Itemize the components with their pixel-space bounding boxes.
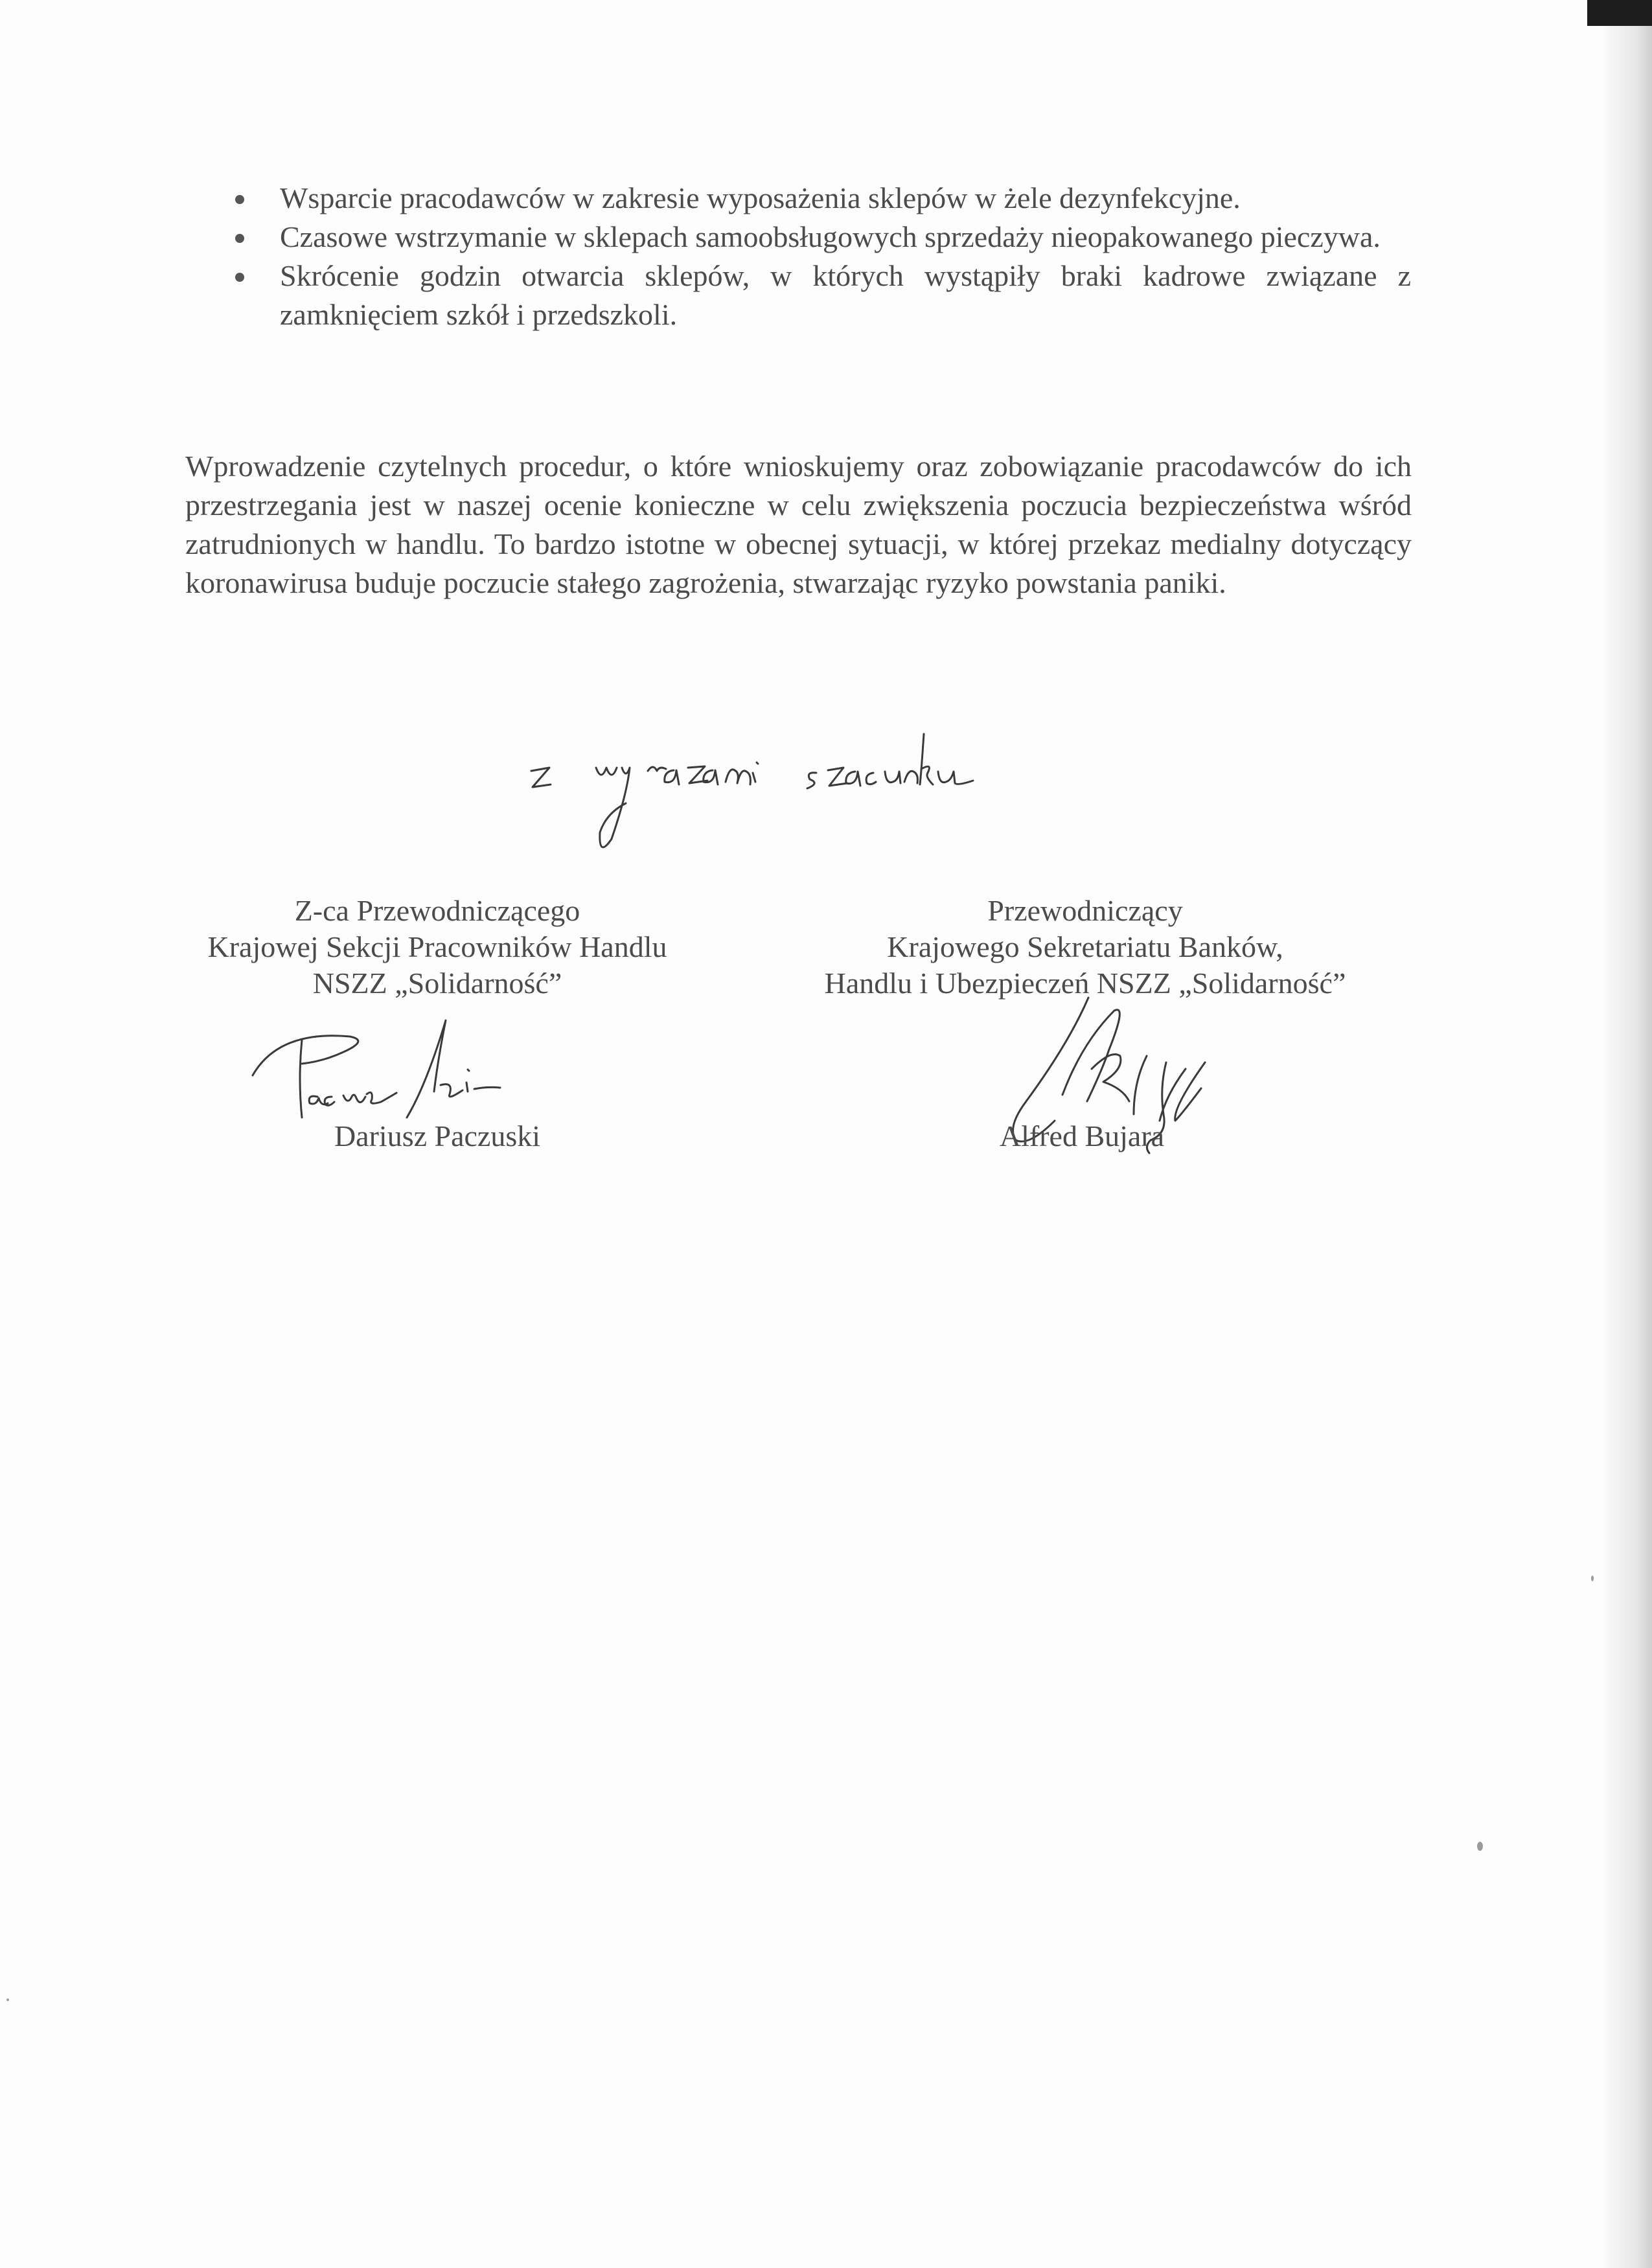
bullet-dot-icon <box>235 273 244 282</box>
signatory-left-block <box>149 893 726 1002</box>
bullet-text: Czasowe wstrzymanie w sklepach samoobsługowych sprzedaży nieopakowanego pieczywa. <box>280 220 1381 253</box>
signatory-left-title-line1: Z-ca Przewodniczącego <box>294 894 580 927</box>
list-item <box>232 218 1411 257</box>
bullet-text: Skrócenie godzin otwarcia sklepów, w których wystąpiły braki kadrowe związane z zamknięciem szkół i przedszkoli. <box>280 259 1411 331</box>
scan-speck <box>1477 1842 1483 1851</box>
handwritten-closing <box>518 703 1037 852</box>
list-item <box>232 257 1411 334</box>
list-item <box>232 179 1411 218</box>
signatory-right-title-line1: Przewodniczący <box>987 894 1183 927</box>
scan-speck <box>6 1999 9 2001</box>
bullet-dot-icon <box>235 195 244 204</box>
body-paragraph: Wprowadzenie czytelnych procedur, o które wnioskujemy oraz zobowiązanie pracodawców do ich przestrzegania jest w naszej ocenie konieczne w celu zwiększenia poczucia bezpieczeństwa wśród zatrudnionych w handlu. To bardzo istotne w obecnej sytuacji, w której przekaz medialny dotyczący koronawirusa buduje poczucie stałego zagrożenia, stwarzając ryzyko powstania paniki. <box>185 450 1412 599</box>
signatory-right-title-line3: Handlu i Ubezpieczeń NSZZ „Solidarność” <box>824 967 1346 1000</box>
scan-corner-mark <box>1587 0 1652 26</box>
bullet-text: Wsparcie pracodawców w zakresie wyposażenia sklepów w żele dezynfekcyjne. <box>280 181 1241 214</box>
signatory-left-name: Dariusz Paczuski <box>334 1119 541 1152</box>
signatory-right-name: Alfred Bujara <box>999 1119 1165 1152</box>
signatory-right-title-line2: Krajowego Sekretariatu Banków, <box>887 930 1283 963</box>
scan-edge-shadow <box>1600 0 1652 2268</box>
bullet-list <box>232 179 1411 334</box>
signature-left <box>246 1014 583 1130</box>
bullet-dot-icon <box>235 234 244 243</box>
signatory-left-title-line3: NSZZ „Solidarność” <box>312 967 562 1000</box>
signatory-left-title-line2: Krajowej Sekcji Pracowników Handlu <box>207 930 667 963</box>
scan-speck <box>1591 1575 1594 1581</box>
